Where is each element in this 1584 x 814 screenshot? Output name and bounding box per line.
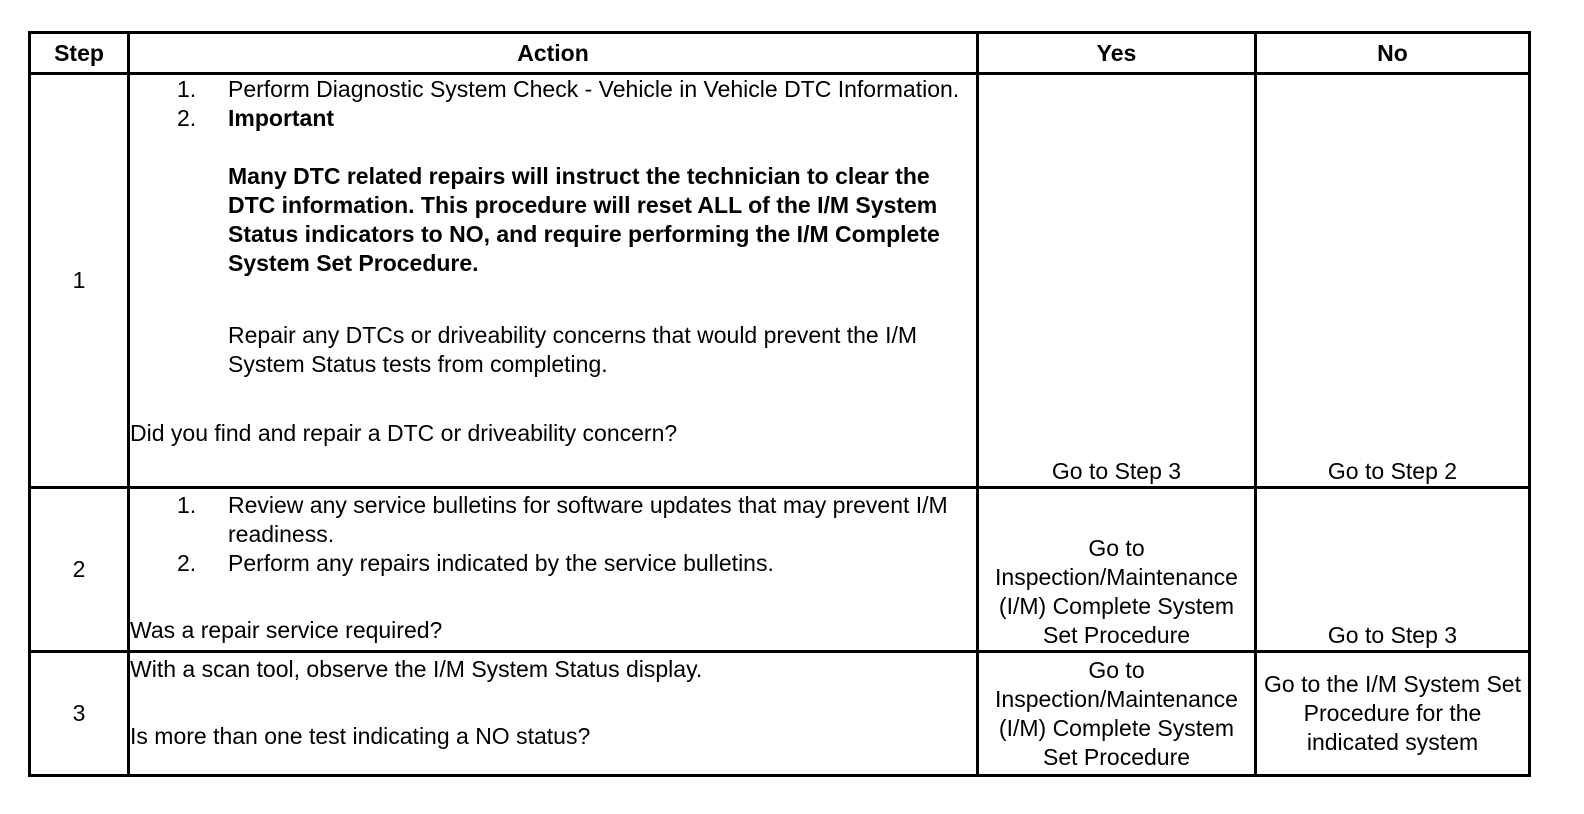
step-number: 2 [30, 488, 129, 652]
step-question: Did you find and repair a DTC or driveability concern? [130, 420, 678, 446]
list-item-number: 1. [177, 492, 197, 518]
list-item [130, 104, 976, 379]
repair-note: Repair any DTCs or driveability concerns that would prevent the I/M System Status tests from completing. [228, 322, 918, 377]
header-action: Action [129, 33, 978, 74]
action-cell [129, 652, 978, 776]
list-item-number: 2. [177, 105, 197, 131]
list-item-number: 2. [177, 550, 197, 576]
step-instruction: With a scan tool, observe the I/M System Status display. [130, 656, 703, 682]
table-row-step-3 [30, 652, 1530, 776]
list-item [130, 491, 976, 549]
yes-result: Go to Inspection/Maintenance (I/M) Complete System Set Procedure [978, 652, 1256, 776]
yes-result: Go to Step 3 [978, 74, 1256, 488]
list-item-text: Review any service bulletins for software updates that may prevent I/M readiness. [228, 492, 948, 547]
no-result: Go to Step 3 [1256, 488, 1530, 652]
action-cell [129, 488, 978, 652]
step-number: 1 [30, 74, 129, 488]
step-question: Was a repair service required? [130, 617, 443, 643]
no-result: Go to the I/M System Set Procedure for the indicated system [1256, 652, 1530, 776]
list-item-text: Perform Diagnostic System Check - Vehicle in Vehicle DTC Information. [228, 76, 960, 102]
list-item [130, 75, 976, 104]
step-question: Is more than one test indicating a NO status? [130, 723, 591, 749]
important-heading: Important [228, 105, 335, 131]
list-item-number: 1. [177, 76, 197, 102]
action-list [130, 75, 976, 379]
table-row-step-1 [30, 74, 1530, 488]
action-cell [129, 74, 978, 488]
diagnostic-table [28, 31, 1531, 777]
action-list [130, 491, 976, 578]
step-number: 3 [30, 652, 129, 776]
header-step: Step [30, 33, 129, 74]
list-item [130, 549, 976, 578]
table-row-step-2 [30, 488, 1530, 652]
important-note: Many DTC related repairs will instruct the technician to clear the DTC information. This procedure will reset ALL of the I/M System Status indicators to NO, and require performing the I/M Complete System Set Procedure. [228, 163, 940, 276]
header-yes: Yes [978, 33, 1256, 74]
header-no: No [1256, 33, 1530, 74]
yes-result: Go to Inspection/Maintenance (I/M) Complete System Set Procedure [978, 488, 1256, 652]
header-row [30, 33, 1530, 74]
no-result: Go to Step 2 [1256, 74, 1530, 488]
list-item-text: Perform any repairs indicated by the service bulletins. [228, 550, 774, 576]
